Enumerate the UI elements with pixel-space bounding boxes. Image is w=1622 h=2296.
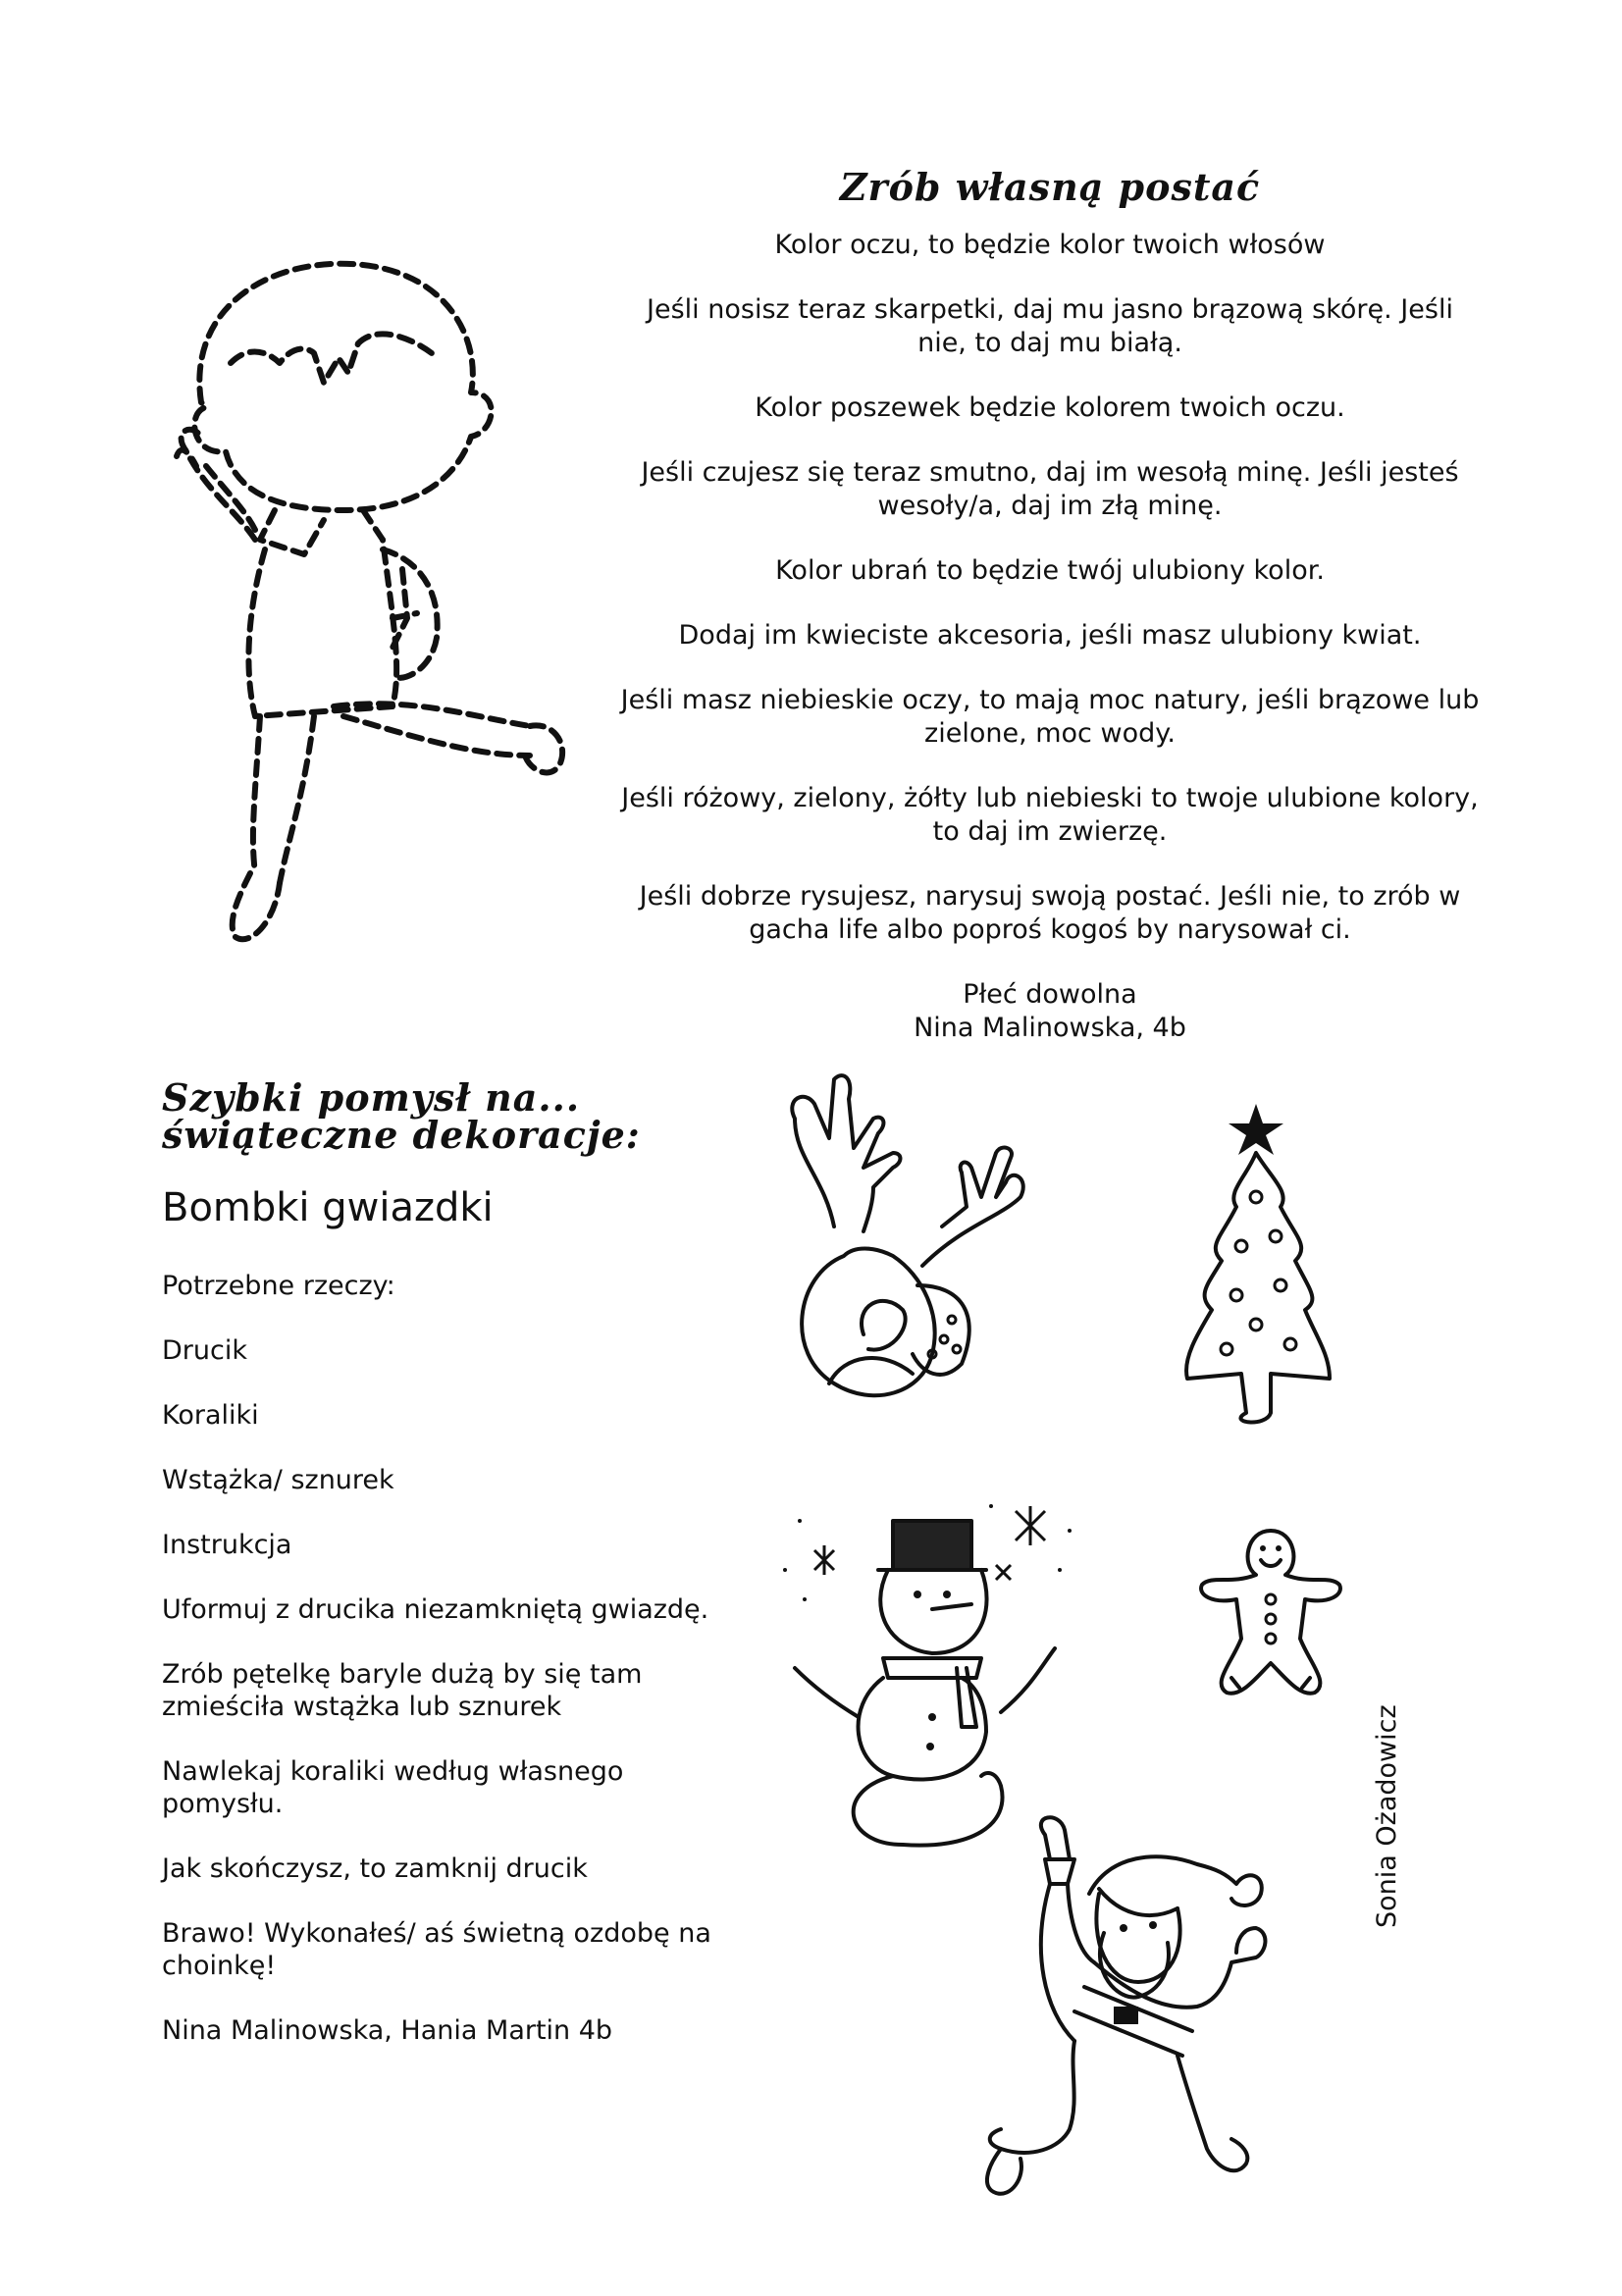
dashed-figure-drawing-icon: [157, 245, 628, 952]
section2-item: Nina Malinowska, Hania Martin 4b: [162, 2015, 613, 2046]
section2-item: Brawo! Wykonałeś/ aś świetną ozdobę na choinkę!: [162, 1918, 711, 1981]
section1-paragraph: Jeśli czujesz się teraz smutno, daj im wesołą minę. Jeśli jesteś wesoły/a, daj im złą minę.: [641, 457, 1459, 521]
santa-drawing-icon: [903, 1815, 1315, 2208]
section2-item: Zrób pętelkę baryle dużą by się tam zmieściła wstążka lub sznurek: [162, 1659, 643, 1722]
illustrator-signature: Sonia Ożadowicz: [1372, 1704, 1402, 1928]
section2-title-line1: Szybki pomysł na...: [162, 1075, 581, 1120]
section2-item: Instrukcja: [162, 1530, 292, 1560]
section2-title: [162, 1075, 751, 1157]
section-character: [618, 165, 1482, 1045]
section1-note: Płeć dowolna: [963, 979, 1137, 1010]
section2-item: Uformuj z drucika niezamkniętą gwiazdę.: [162, 1594, 709, 1625]
snowman-drawing-icon: [775, 1491, 1109, 1845]
section1-paragraph: Jeśli dobrze rysujesz, narysuj swoją postać. Jeśli nie, to zrób w gacha life albo poproś kogoś by narysował ci.: [639, 881, 1461, 945]
section2-item: Jak skończysz, to zamknij drucik: [162, 1853, 588, 1884]
section1-paragraph: Jeśli nosisz teraz skarpetki, daj mu jasno brązową skórę. Jeśli nie, to daj mu białą.: [647, 294, 1453, 358]
reindeer-drawing-icon: [775, 1060, 1089, 1413]
section1-paragraph: Kolor poszewek będzie kolorem twoich oczu.: [755, 392, 1345, 423]
section2-item: Koraliki: [162, 1400, 259, 1431]
gingerbread-man-drawing-icon: [1192, 1521, 1349, 1707]
section2-item: Drucik: [162, 1335, 247, 1366]
section1-paragraph: Dodaj im kwieciste akcesoria, jeśli masz ulubiony kwiat.: [678, 620, 1422, 651]
section1-paragraph: Jeśli masz niebieskie oczy, to mają moc natury, jeśli brązowe lub zielone, moc wody.: [620, 685, 1480, 749]
section1-paragraph: Jeśli różowy, zielony, żółty lub niebieski to twoje ulubione kolory, to daj im zwierzę.: [621, 783, 1479, 847]
section2-item: Potrzebne rzeczy:: [162, 1271, 395, 1301]
section2-item: Wstążka/ sznurek: [162, 1465, 394, 1495]
section-decorations: [162, 1075, 751, 2079]
section2-item: Nawlekaj koraliki według własnego pomysłu.: [162, 1756, 624, 1819]
section1-paragraph: Kolor oczu, to będzie kolor twoich włosów: [774, 230, 1326, 260]
section1-author: Nina Malinowska, 4b: [914, 1013, 1186, 1043]
section2-subtitle: Bombki gwiazdki: [162, 1185, 494, 1230]
section2-title-line2: świąteczne dekoracje:: [162, 1113, 641, 1157]
section1-paragraph: Kolor ubrań to będzie twój ulubiony kolor.: [775, 555, 1325, 586]
section1-title: Zrób własną postać: [839, 165, 1261, 209]
christmas-tree-drawing-icon: [1168, 1099, 1344, 1433]
